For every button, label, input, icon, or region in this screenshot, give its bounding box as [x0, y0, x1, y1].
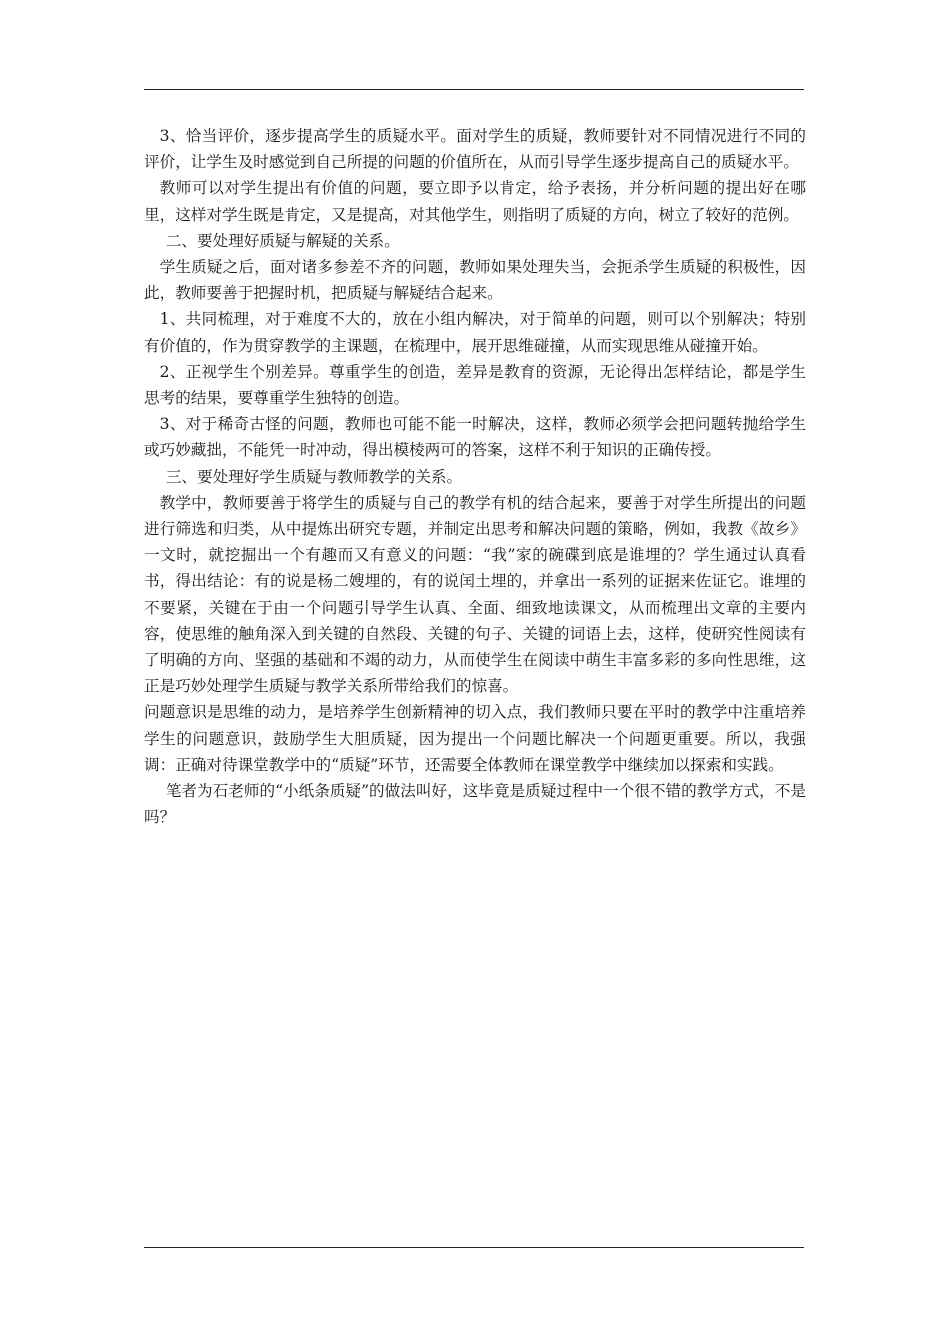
footer-rule [144, 1247, 804, 1248]
paragraph-affirmation: 教师可以对学生提出有价值的问题，要立即予以肯定，给予表扬，并分析问题的提出好在哪里，这样对学生既是肯定，又是提高，对其他学生，则指明了质疑的方向，树立了较好的范例。 [144, 179, 806, 224]
paragraph-timing: 学生质疑之后，面对诸多参差不齐的问题，教师如果处理失当，会扼杀学生质疑的积极性，因此，教师要善于把握时机，把质疑与解疑结合起来。 [144, 258, 806, 303]
paragraph-question-awareness: 问题意识是思维的动力，是培养学生创新精神的切入点，我们教师只要在平时的教学中注重培养学生的问题意识，鼓励学生大胆质疑，因为提出一个问题比解决一个问题更重要。所以，我强调：正确对待课堂教学中的“质疑”环节，还需要全体教师在课堂教学中继续加以探索和实践。 [144, 703, 806, 774]
paragraph-point-1: 1、共同梳理，对于难度不大的，放在小组内解决，对于简单的问题，则可以个别解决；特别有价值的，作为贯穿教学的主课题，在梳理中，展开思维碰撞，从而实现思维从碰撞开始。 [144, 310, 806, 355]
header-rule [144, 89, 804, 90]
document-body [144, 123, 806, 830]
paragraph-point-3: 3、对于稀奇古怪的问题，教师也可能不能一时解决，这样，教师必须学会把问题转抛给学生或巧妙藏拙，不能凭一时冲动，得出模棱两可的答案，这样不利于知识的正确传授。 [144, 415, 806, 460]
paragraph-teaching-example: 教学中，教师要善于将学生的质疑与自己的教学有机的结合起来，要善于对学生所提出的问题进行筛选和归类，从中提炼出研究专题，并制定出思考和解决问题的策略，例如，我教《故乡》一文时，就挖掘出一个有趣而又有意义的问题：“我”家的碗碟到底是谁埋的？学生通过认真看书，得出结论：有的说是杨二嫂埋的，有的说闰土埋的，并拿出一系列的证据来佐证它。谁埋的不要紧，关键在于由一个问题引导学生认真、全面、细致地读课文，从而梳理出文章的主要内容，使思维的触角深入到关键的自然段、关键的句子、关键的词语上去，这样，使研究性阅读有了明确的方向、坚强的基础和不竭的动力，从而使学生在阅读中萌生丰富多彩的多向性思维，这正是巧妙处理学生质疑与教学关系所带给我们的惊喜。 [144, 493, 806, 696]
paragraph-conclusion: 笔者为石老师的“小纸条质疑”的做法叫好，这毕竟是质疑过程中一个很不错的教学方式，不是吗？ [144, 782, 806, 827]
paragraph-point-2: 2、正视学生个别差异。尊重学生的创造，差异是教育的资源，无论得出怎样结论，都是学生思考的结果，要尊重学生独特的创造。 [144, 362, 806, 408]
heading-section-three: 三、要处理好学生质疑与教师教学的关系。 [165, 467, 463, 486]
paragraph-evaluation: 3、恰当评价，逐步提高学生的质疑水平。面对学生的质疑，教师要针对不同情况进行不同的评价，让学生及时感觉到自己所提的问题的价值所在，从而引导学生逐步提高自己的质疑水平。 [144, 127, 806, 172]
heading-section-two: 二、要处理好质疑与解疑的关系。 [165, 231, 400, 250]
